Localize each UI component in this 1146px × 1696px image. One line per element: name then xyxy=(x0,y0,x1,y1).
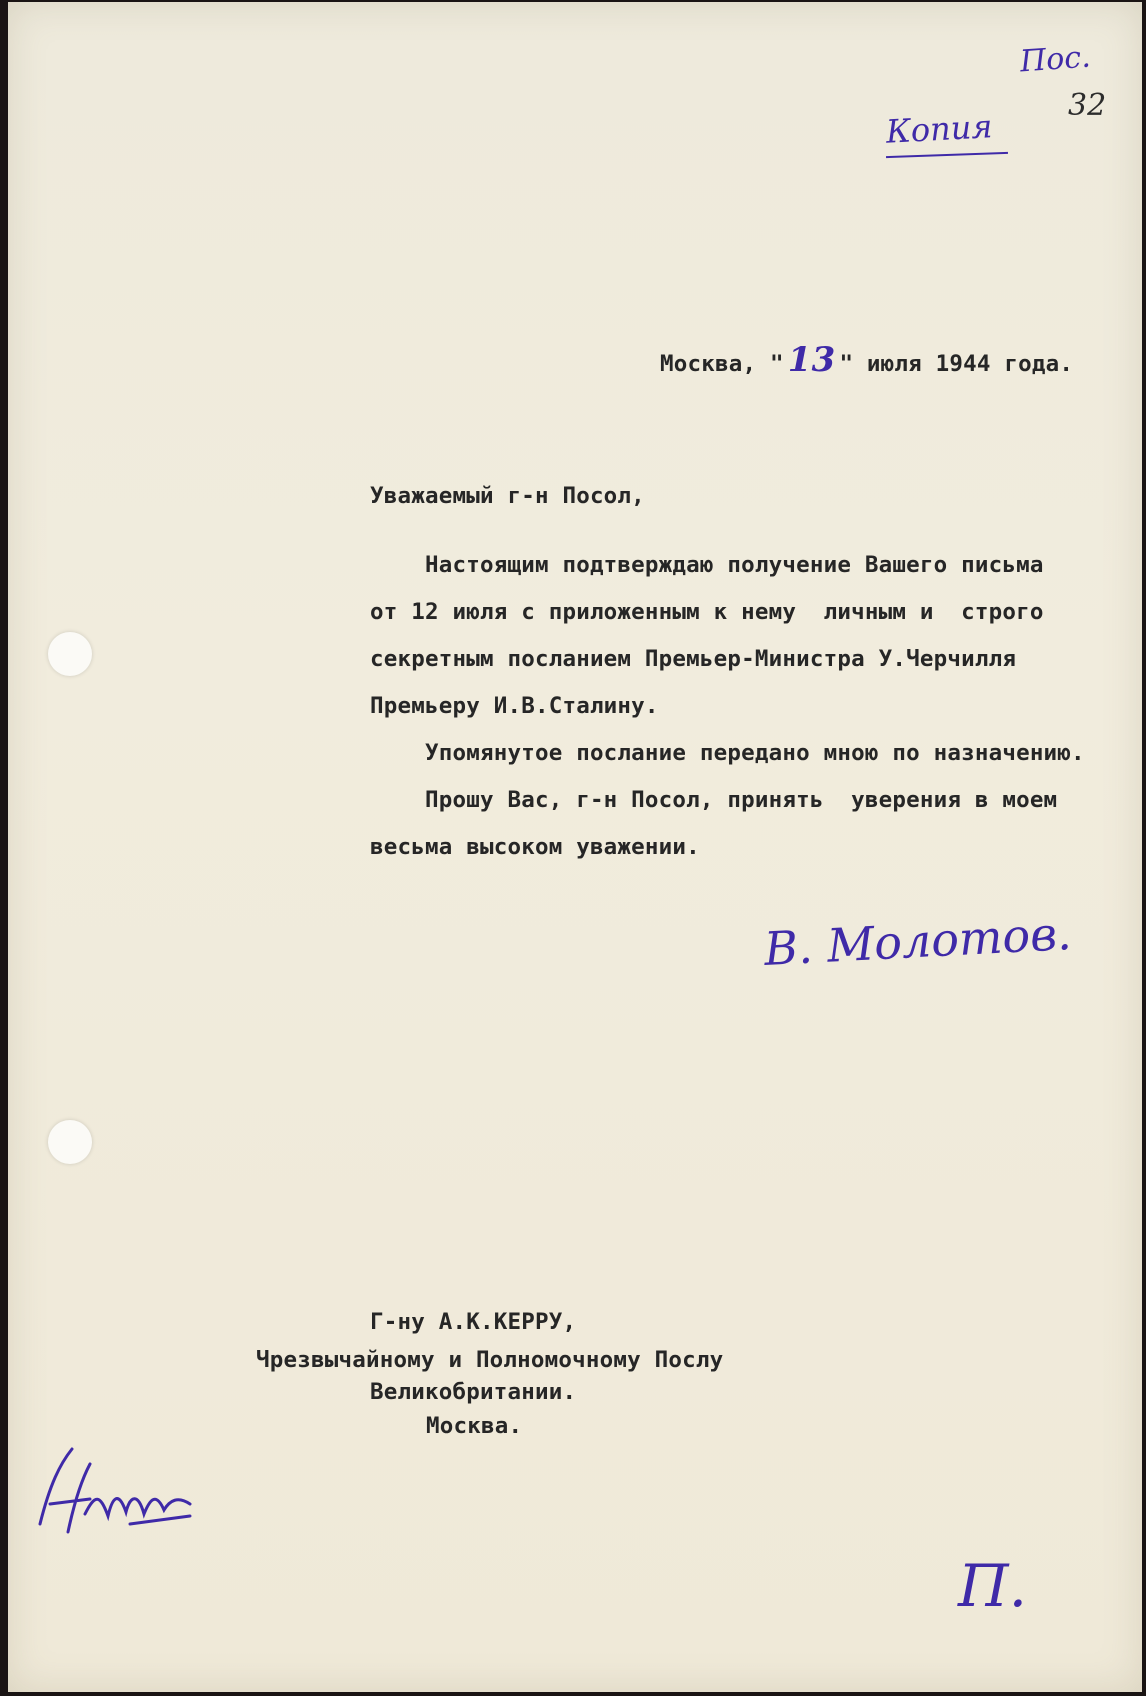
signature: В. Молотов. xyxy=(762,905,1073,977)
handwritten-page-number: 32 xyxy=(1068,88,1107,123)
copy-stamp: Копия xyxy=(886,110,1008,156)
addressee-line-4: Москва. xyxy=(426,1413,523,1439)
addressee-line-2: Чрезвычайному и Полномочному Послу xyxy=(256,1347,724,1373)
handwritten-day: 13 xyxy=(787,340,836,380)
addressee-line-3: Великобритании. xyxy=(370,1379,577,1405)
punch-hole-top xyxy=(48,632,92,676)
date-line: Москва, " 13 " июля 1944 года. xyxy=(660,340,1074,380)
letter-body: Настоящим подтверждаю получение Вашего письма от 12 июля с приложенным к нему личным и строго секретным посланием Премьер-Министра У.Черчилля Премьеру И.В.Сталину. Упомянутое послание передано мною по назначению. Прошу Вас, г-н Посол, принять уверения в моем весьма высоком уважении. xyxy=(370,552,1085,860)
punch-hole-bottom xyxy=(48,1120,92,1164)
handwritten-top-right-note: Пос. xyxy=(1018,39,1092,80)
salutation: Уважаемый г-н Посол, xyxy=(370,483,645,509)
handwritten-bottom-mark: П. xyxy=(958,1552,1028,1620)
addressee-line-1: Г-ну А.К.КЕРРУ, xyxy=(370,1309,577,1335)
document-page xyxy=(8,2,1142,1692)
handwritten-scribble-mark xyxy=(30,1444,200,1544)
